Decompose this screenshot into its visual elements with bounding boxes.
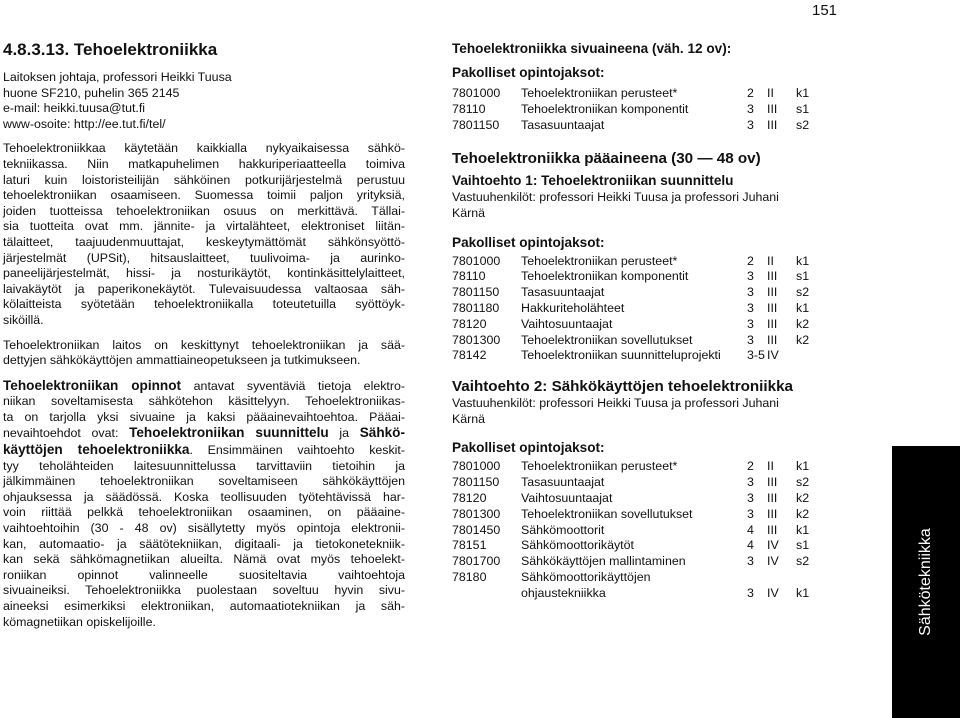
course-level: IV <box>767 554 779 569</box>
responsible-line: Kärnä <box>452 411 486 426</box>
course-credits: 3 <box>747 490 754 505</box>
course-category: k2 <box>796 316 810 331</box>
course-row <box>452 475 809 491</box>
course-credits: 3 <box>747 316 754 331</box>
course-credits: 3 <box>747 554 754 569</box>
course-category <box>796 348 809 364</box>
text-line: Tehoelektroniikan laitos on keskittynyt tehoelektroniikan ja sää- <box>3 337 405 352</box>
text-line: nevaihtoehdot ovat: Tehoelektroniikan suunnittelu ja Sähkö- <box>3 425 406 441</box>
left-column <box>3 40 405 630</box>
option-title: Vaihtoehto 2: Sähkökäyttöjen tehoelektroniikka <box>452 378 793 396</box>
text-line: jälkimmäinen tehoelektroniikan soveltamiseen sähkökäyttöjen <box>3 474 405 489</box>
course-credits: 3 <box>747 117 754 132</box>
section-title: 4.8.3.13. Tehoelektroniikka <box>3 40 218 59</box>
text-line: käyttöjen tehoelektroniikka. Ensimmäinen vaihtoehto keskit- <box>3 442 406 458</box>
contact-line: www-osoite: http://ee.tut.fi/tel/ <box>3 116 166 131</box>
course-category: k1 <box>796 585 810 600</box>
course-table <box>452 254 809 365</box>
course-name: Tehoelektroniikan sovellutukset <box>521 332 693 347</box>
course-code: 78110 <box>452 269 486 284</box>
course-level: III <box>767 117 778 132</box>
department-paragraph <box>3 338 405 369</box>
course-code: 78120 <box>452 490 487 505</box>
course-row <box>452 554 809 570</box>
course-row <box>452 523 809 539</box>
course-level: II <box>767 253 774 268</box>
text-line: voin riittää pelkkä tehoelektroniikan osaaminen, on pääaine- <box>3 505 405 520</box>
course-category: s2 <box>796 475 810 490</box>
text-line: aineeksi esimerkiksi elektroniikan, automaatiotekniikan ja säh- <box>3 599 405 613</box>
course-code: 7801150 <box>452 117 500 132</box>
course-name: Tehoelektroniikan perusteet* <box>521 253 678 268</box>
course-category: k2 <box>796 332 810 347</box>
text-line: sivuaineiksi. Tehoelektroniikka puolestaan soveltuu hyvin sivu- <box>3 583 405 598</box>
course-credits: 3 <box>747 101 754 116</box>
course-code: 7801000 <box>452 459 501 474</box>
course-credits: 4 <box>747 522 754 537</box>
text-line: sia tuotteita ovat mm. jännite- ja virtalähteet, elektroniset liitän- <box>3 219 405 234</box>
course-row <box>452 118 809 134</box>
course-row <box>452 102 809 118</box>
course-name: Tehoelektroniikan komponentit <box>521 269 689 284</box>
course-level: IV <box>767 538 779 553</box>
course-level: III <box>767 475 778 490</box>
course-name: Sähkömoottorit <box>521 522 605 537</box>
course-code: 78120 <box>452 316 487 331</box>
course-name: Tasasuuntaajat <box>521 117 605 132</box>
text-line: ta on tarjolla yksi sivuaine ja kaksi pääainevaihtoehtoa. Pääai- <box>3 409 405 424</box>
course-row <box>452 254 809 270</box>
course-level: IV <box>767 348 779 363</box>
contact-line: Laitoksen johtaja, professori Heikki Tuusa <box>3 70 232 84</box>
text-line: kölaitteista syötetään tehoelektroniikalla toteutetuilla syöttöyk- <box>3 297 405 312</box>
course-code: 7801450 <box>452 522 501 537</box>
contact-line: huone SF210, puhelin 365 2145 <box>3 85 180 100</box>
responsible-line: Kärnä <box>452 205 486 220</box>
course-table <box>452 86 809 133</box>
course-credits: 3 <box>747 300 754 315</box>
course-credits: 3-5 <box>747 348 765 363</box>
page-number: 151 <box>812 2 838 19</box>
text-line: joiden tuotteissa tehoelektroniikan osuus on merkittävä. Tällai- <box>3 203 405 218</box>
text-line: Tehoelektroniikkaa käytetään kaikkialla nykyaikaisessa sähkö- <box>3 141 405 156</box>
course-code <box>452 586 521 602</box>
text-line: kan sekä sähkömagnetiikan alueilta. Nämä ovat myös tehoelekt- <box>3 552 405 567</box>
course-name: Tehoelektroniikan suunnitteluprojekti <box>521 348 721 363</box>
mandatory-label: Pakolliset opintojaksot: <box>452 234 605 250</box>
course-level: III <box>767 522 778 537</box>
course-level: III <box>767 101 778 116</box>
course-credits: 2 <box>747 459 754 474</box>
course-category: k1 <box>796 459 810 474</box>
course-name: Hakkuriteholähteet <box>521 300 625 315</box>
studies-paragraph <box>3 378 405 631</box>
minor-title: Tehoelektroniikka sivuaineena (väh. 12 ov): <box>452 41 732 56</box>
course-category: s2 <box>796 285 810 300</box>
contact-line: e-mail: heikki.tuusa@tut.fi <box>3 101 146 116</box>
course-name: ohjaustekniikka <box>521 585 606 600</box>
course-level <box>767 570 796 586</box>
course-category: k1 <box>796 300 810 315</box>
course-row <box>452 570 809 586</box>
major-title: Tehoelektroniikka pääaineena (30 — 48 ov) <box>452 150 761 168</box>
bold-term: Sähkö- <box>359 425 406 441</box>
course-name: Vaihtosuuntaajat <box>521 316 613 331</box>
bold-term: Tehoelektroniikan opinnot <box>3 377 182 393</box>
text-line: tekniikassa. Niin matkapuhelimen hakkuriperiaatteella toimiva <box>3 156 405 171</box>
course-code: 7801180 <box>452 300 500 315</box>
text-line: niikan soveltamisesta sähkötehon käsittelyyn. Tehoelektroniikas- <box>3 394 405 409</box>
text-line: paneelijärjestelmät, hissi- ja nosturikäytöt, kontinkäsittelylaitteet, <box>3 266 405 281</box>
course-name: Sähkömoottorikäyttöjen <box>521 569 651 584</box>
course-category: k1 <box>796 253 810 268</box>
course-level: III <box>767 269 778 284</box>
course-row <box>452 269 809 285</box>
text-line: järjestelmät (UPSit), hitsauslaitteet, tuulivoima- ja aurinko- <box>3 250 405 265</box>
side-tab-label: Sähkötekniikka <box>917 528 934 636</box>
course-name: Vaihtosuuntaajat <box>521 490 613 505</box>
course-category: k1 <box>796 86 810 100</box>
course-row <box>452 348 809 364</box>
text-line: laturi kuin loistoristeilijän sähköinen potkurijärjestelmä perustuu <box>3 172 405 187</box>
bold-term: käyttöjen tehoelektroniikka <box>3 442 190 458</box>
text-line: siköillä. <box>3 312 44 327</box>
text-line: tyy teholähteiden laitesuunnittelussa tarvittaviin tietoihin ja <box>3 458 405 473</box>
text-line: tehoelektroniikan osaamiseen. Suomessa toimii paljon yrityksiä, <box>3 188 405 203</box>
course-level: III <box>767 300 778 315</box>
course-credits <box>747 570 767 586</box>
course-name: Tehoelektroniikan komponentit <box>521 101 689 116</box>
course-row <box>452 586 809 602</box>
course-category <box>796 570 809 586</box>
text-line: tälaitteet, taajuudenmuuttajat, keskeytymättömät sähkönsyöttö- <box>3 234 405 249</box>
text-line: Tehoelektroniikan opinnot antavat syventäviä tietoja elektro- <box>3 377 406 393</box>
text-line: laivakäytöt ja paperikonekäytöt. Tulevaisuudessa valtaosaa säh- <box>3 281 405 296</box>
course-credits: 3 <box>747 475 754 490</box>
course-row <box>452 86 809 102</box>
course-category: s1 <box>796 101 810 116</box>
course-name: Tasasuuntaajat <box>521 475 605 490</box>
course-code: 78142 <box>452 348 487 363</box>
course-name: Tehoelektroniikan perusteet* <box>521 86 678 100</box>
course-row <box>452 285 809 301</box>
course-category: k2 <box>796 490 810 505</box>
intro-paragraph <box>3 141 405 328</box>
course-category: s2 <box>796 554 810 569</box>
course-code: 7801300 <box>452 332 501 347</box>
course-category: s2 <box>796 117 810 132</box>
course-level: IV <box>767 585 779 600</box>
course-category: s1 <box>796 538 810 553</box>
course-credits: 3 <box>747 332 754 347</box>
course-row <box>452 491 809 507</box>
course-name: Tehoelektroniikan sovellutukset <box>521 506 693 521</box>
course-credits: 2 <box>747 86 754 100</box>
course-name: Tehoelektroniikan perusteet* <box>521 459 678 474</box>
text-line: vaihtoehtoihin (30 - 48 ov) sisällytetty myös opintoja elektronii- <box>3 521 405 536</box>
course-credits: 3 <box>747 285 754 300</box>
course-category: k1 <box>796 522 810 537</box>
right-column <box>452 40 872 602</box>
responsible-line: Vastuuhenkilöt: professori Heikki Tuusa ja professori Juhani <box>452 396 779 411</box>
text-line: dettyjen sähkökäyttöjen ammattiaineopetukseen ja tutkimukseen. <box>3 353 361 368</box>
bold-term: Tehoelektroniikan suunnittelu <box>129 425 329 441</box>
course-row <box>452 333 809 349</box>
course-level: II <box>767 459 774 474</box>
course-name: Sähkökäyttöjen mallintaminen <box>521 554 686 569</box>
course-code: 78151 <box>452 538 487 553</box>
course-code: 78110 <box>452 101 486 116</box>
course-code: 7801000 <box>452 86 501 100</box>
course-level: III <box>767 285 778 300</box>
course-name: Sähkömoottorikäytöt <box>521 538 634 553</box>
text-line: ohjauksessa ja säädössä. Koska teollisuuden työtehtävissä har- <box>3 489 405 504</box>
course-code: 7801700 <box>452 554 501 569</box>
course-code: 7801000 <box>452 253 501 268</box>
mandatory-label: Pakolliset opintojaksot: <box>452 65 605 80</box>
course-credits: 3 <box>747 506 754 521</box>
responsible-line: Vastuuhenkilöt: professori Heikki Tuusa ja professori Juhani <box>452 190 779 205</box>
side-tab <box>892 446 960 718</box>
course-name: Tasasuuntaajat <box>521 285 605 300</box>
course-row <box>452 507 809 523</box>
text-line: roniikan opinnot valinneelle suositeltavia vaihtoehtoja <box>3 567 405 582</box>
course-level: III <box>767 316 778 331</box>
course-level: III <box>767 332 778 347</box>
course-category: k2 <box>796 506 810 521</box>
course-table <box>452 459 809 601</box>
course-credits: 2 <box>747 253 754 268</box>
course-code: 7801300 <box>452 506 501 521</box>
contact-block <box>3 70 405 132</box>
course-row <box>452 317 809 333</box>
text-line: kömagnetiikan opiskelijoille. <box>3 614 156 629</box>
course-level: III <box>767 506 778 521</box>
option-title: Vaihtoehto 1: Tehoelektroniikan suunnittelu <box>452 173 734 189</box>
course-code: 78180 <box>452 569 487 584</box>
course-row <box>452 459 809 475</box>
mandatory-label: Pakolliset opintojaksot: <box>452 440 605 456</box>
course-code: 7801150 <box>452 475 500 490</box>
course-credits: 4 <box>747 538 754 553</box>
course-level: III <box>767 490 778 505</box>
course-row <box>452 301 809 317</box>
course-category: s1 <box>796 269 810 284</box>
course-credits: 3 <box>747 585 754 600</box>
course-row <box>452 538 809 554</box>
course-code: 7801150 <box>452 285 500 300</box>
course-level: II <box>767 86 774 100</box>
text-line: kan, automaatio- ja säätötekniikan, digitaali- ja tietokonetekniik- <box>3 536 405 551</box>
course-credits: 3 <box>747 269 754 284</box>
